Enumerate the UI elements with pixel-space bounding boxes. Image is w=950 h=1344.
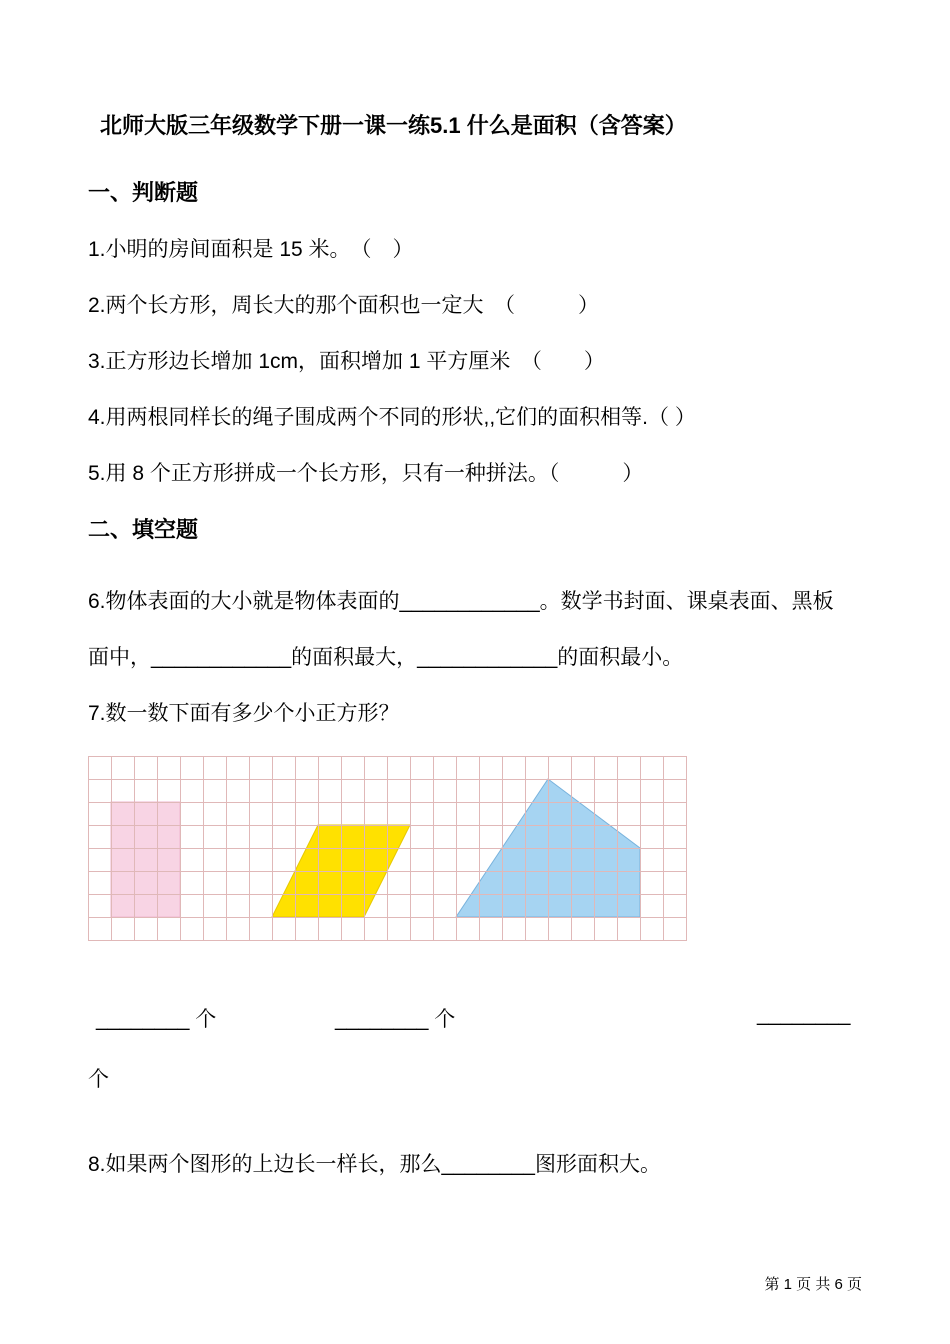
grid-figure [88,756,687,941]
page-title: 北师大版三年级数学下册一课一练5.1 什么是面积（含答案） [100,113,687,138]
question-5: 5.用 8 个正方形拼成一个长方形，只有一种拼法。（ ） [88,462,644,485]
count-blanks-row [88,1003,862,1030]
yellow-parallelogram [272,825,410,917]
blue-pentagon [456,779,640,917]
count-blank-3-unit: 个 [88,1068,109,1091]
question-4: 4.用两根同样长的绳子围成两个不同的形状,,它们的面积相等.（ ） [88,406,696,429]
count-blank-1: ________ 个 [96,1008,217,1031]
question-6-line-1: 6.物体表面的大小就是物体表面的____________。数学书封面、课桌表面、黑板 [88,590,834,613]
section-2-heading: 二、填空题 [88,517,199,542]
grid-shapes-svg [88,756,687,941]
count-blank-2: ________ 个 [335,1008,456,1031]
question-8: 8.如果两个图形的上边长一样长，那么________图形面积大。 [88,1153,661,1176]
question-1: 1.小明的房间面积是 15 米。 （ ） [88,238,414,261]
pink-rectangle [111,802,180,917]
question-2: 2.两个长方形，周长大的那个面积也一定大 （ ） [88,294,600,317]
section-1-heading: 一、判断题 [88,180,199,205]
question-3: 3.正方形边长增加 1cm，面积增加 1 平方厘米 （ ） [88,350,605,373]
page-number: 第 1 页 共 6 页 [764,1276,862,1293]
question-7: 7.数一数下面有多少个小正方形？ [88,702,400,725]
worksheet-page [88,112,862,1178]
question-6-line-2: 面中，____________的面积最大，____________的面积最小。 [88,646,684,669]
count-blank-3: ________ [757,1003,851,1026]
